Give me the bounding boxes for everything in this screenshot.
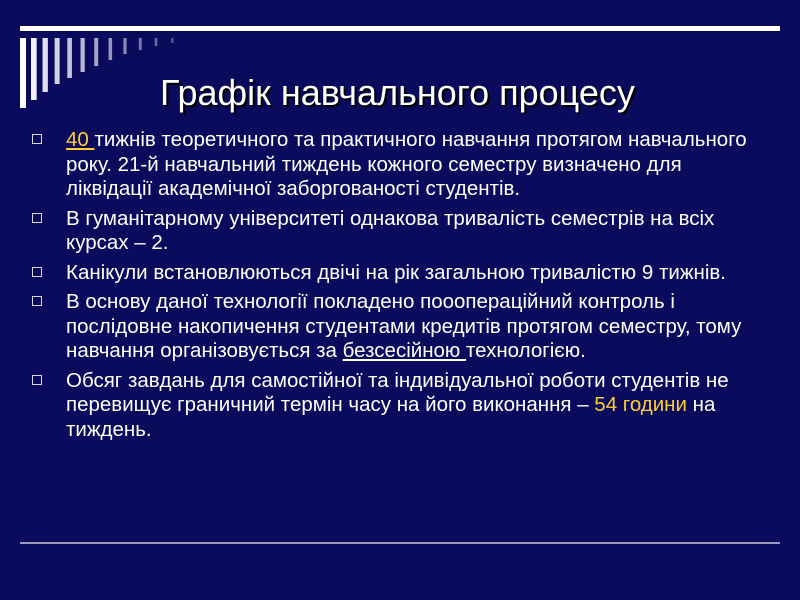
stripe-mark bbox=[55, 38, 60, 84]
stripe-mark bbox=[123, 38, 126, 54]
bullet-list bbox=[28, 128, 768, 447]
square-bullet-icon bbox=[32, 375, 42, 385]
bullet-item-semesters bbox=[28, 207, 768, 256]
bullet-item-holidays bbox=[28, 261, 768, 286]
highlight-54-hours: 54 години bbox=[594, 393, 687, 416]
slide-title: Графік навчального процесу bbox=[160, 72, 635, 113]
top-divider-line bbox=[20, 26, 780, 31]
bullet-text-technology: В основу даної технології покладено пооопераційний контроль і послідовне накопичення студентами кредитів протягом семестру, тому навчання організовується за безсесійною технологією. bbox=[66, 290, 742, 362]
square-bullet-icon bbox=[32, 267, 42, 277]
stripe-mark bbox=[43, 38, 48, 92]
underlined-sessionless: безсесійною bbox=[342, 339, 466, 362]
highlight-40: 40 bbox=[66, 128, 95, 151]
stripe-mark bbox=[94, 38, 98, 66]
square-bullet-icon bbox=[32, 213, 42, 223]
stripe-mark bbox=[109, 38, 113, 60]
stripe-mark bbox=[67, 38, 72, 78]
bullet-text-holidays: Канікули встановлюються двічі на рік загальною тривалістю 9 тижнів. bbox=[66, 260, 726, 284]
square-bullet-icon bbox=[32, 296, 42, 306]
bullet-item-weeks bbox=[28, 128, 768, 202]
bullet-item-technology bbox=[28, 290, 768, 364]
square-bullet-icon bbox=[32, 134, 42, 144]
bullet-text-semesters: В гуманітарному університеті однакова тривалість семестрів на всіх курсах – 2. bbox=[66, 206, 715, 254]
stripe-mark bbox=[31, 38, 37, 100]
stripe-mark bbox=[139, 38, 142, 50]
bullet-text-workload: Обсяг завдань для самостійної та індивідуальної роботи студентів не перевищує граничний термін часу на його виконання – 54 години на тиждень. bbox=[66, 368, 729, 441]
bottom-divider-line bbox=[20, 542, 780, 544]
stripe-mark bbox=[155, 38, 158, 46]
bullet-item-workload bbox=[28, 369, 768, 443]
bullet-text-weeks: 40 тижнів теоретичного та практичного навчання протягом навчального року. 21-й навчальний тиждень кожного семестру визначено для ліквідації академічної заборгованості студентів. bbox=[66, 128, 747, 200]
stripe-mark bbox=[171, 38, 173, 43]
stripe-mark bbox=[20, 38, 26, 108]
stripe-mark bbox=[81, 38, 85, 72]
